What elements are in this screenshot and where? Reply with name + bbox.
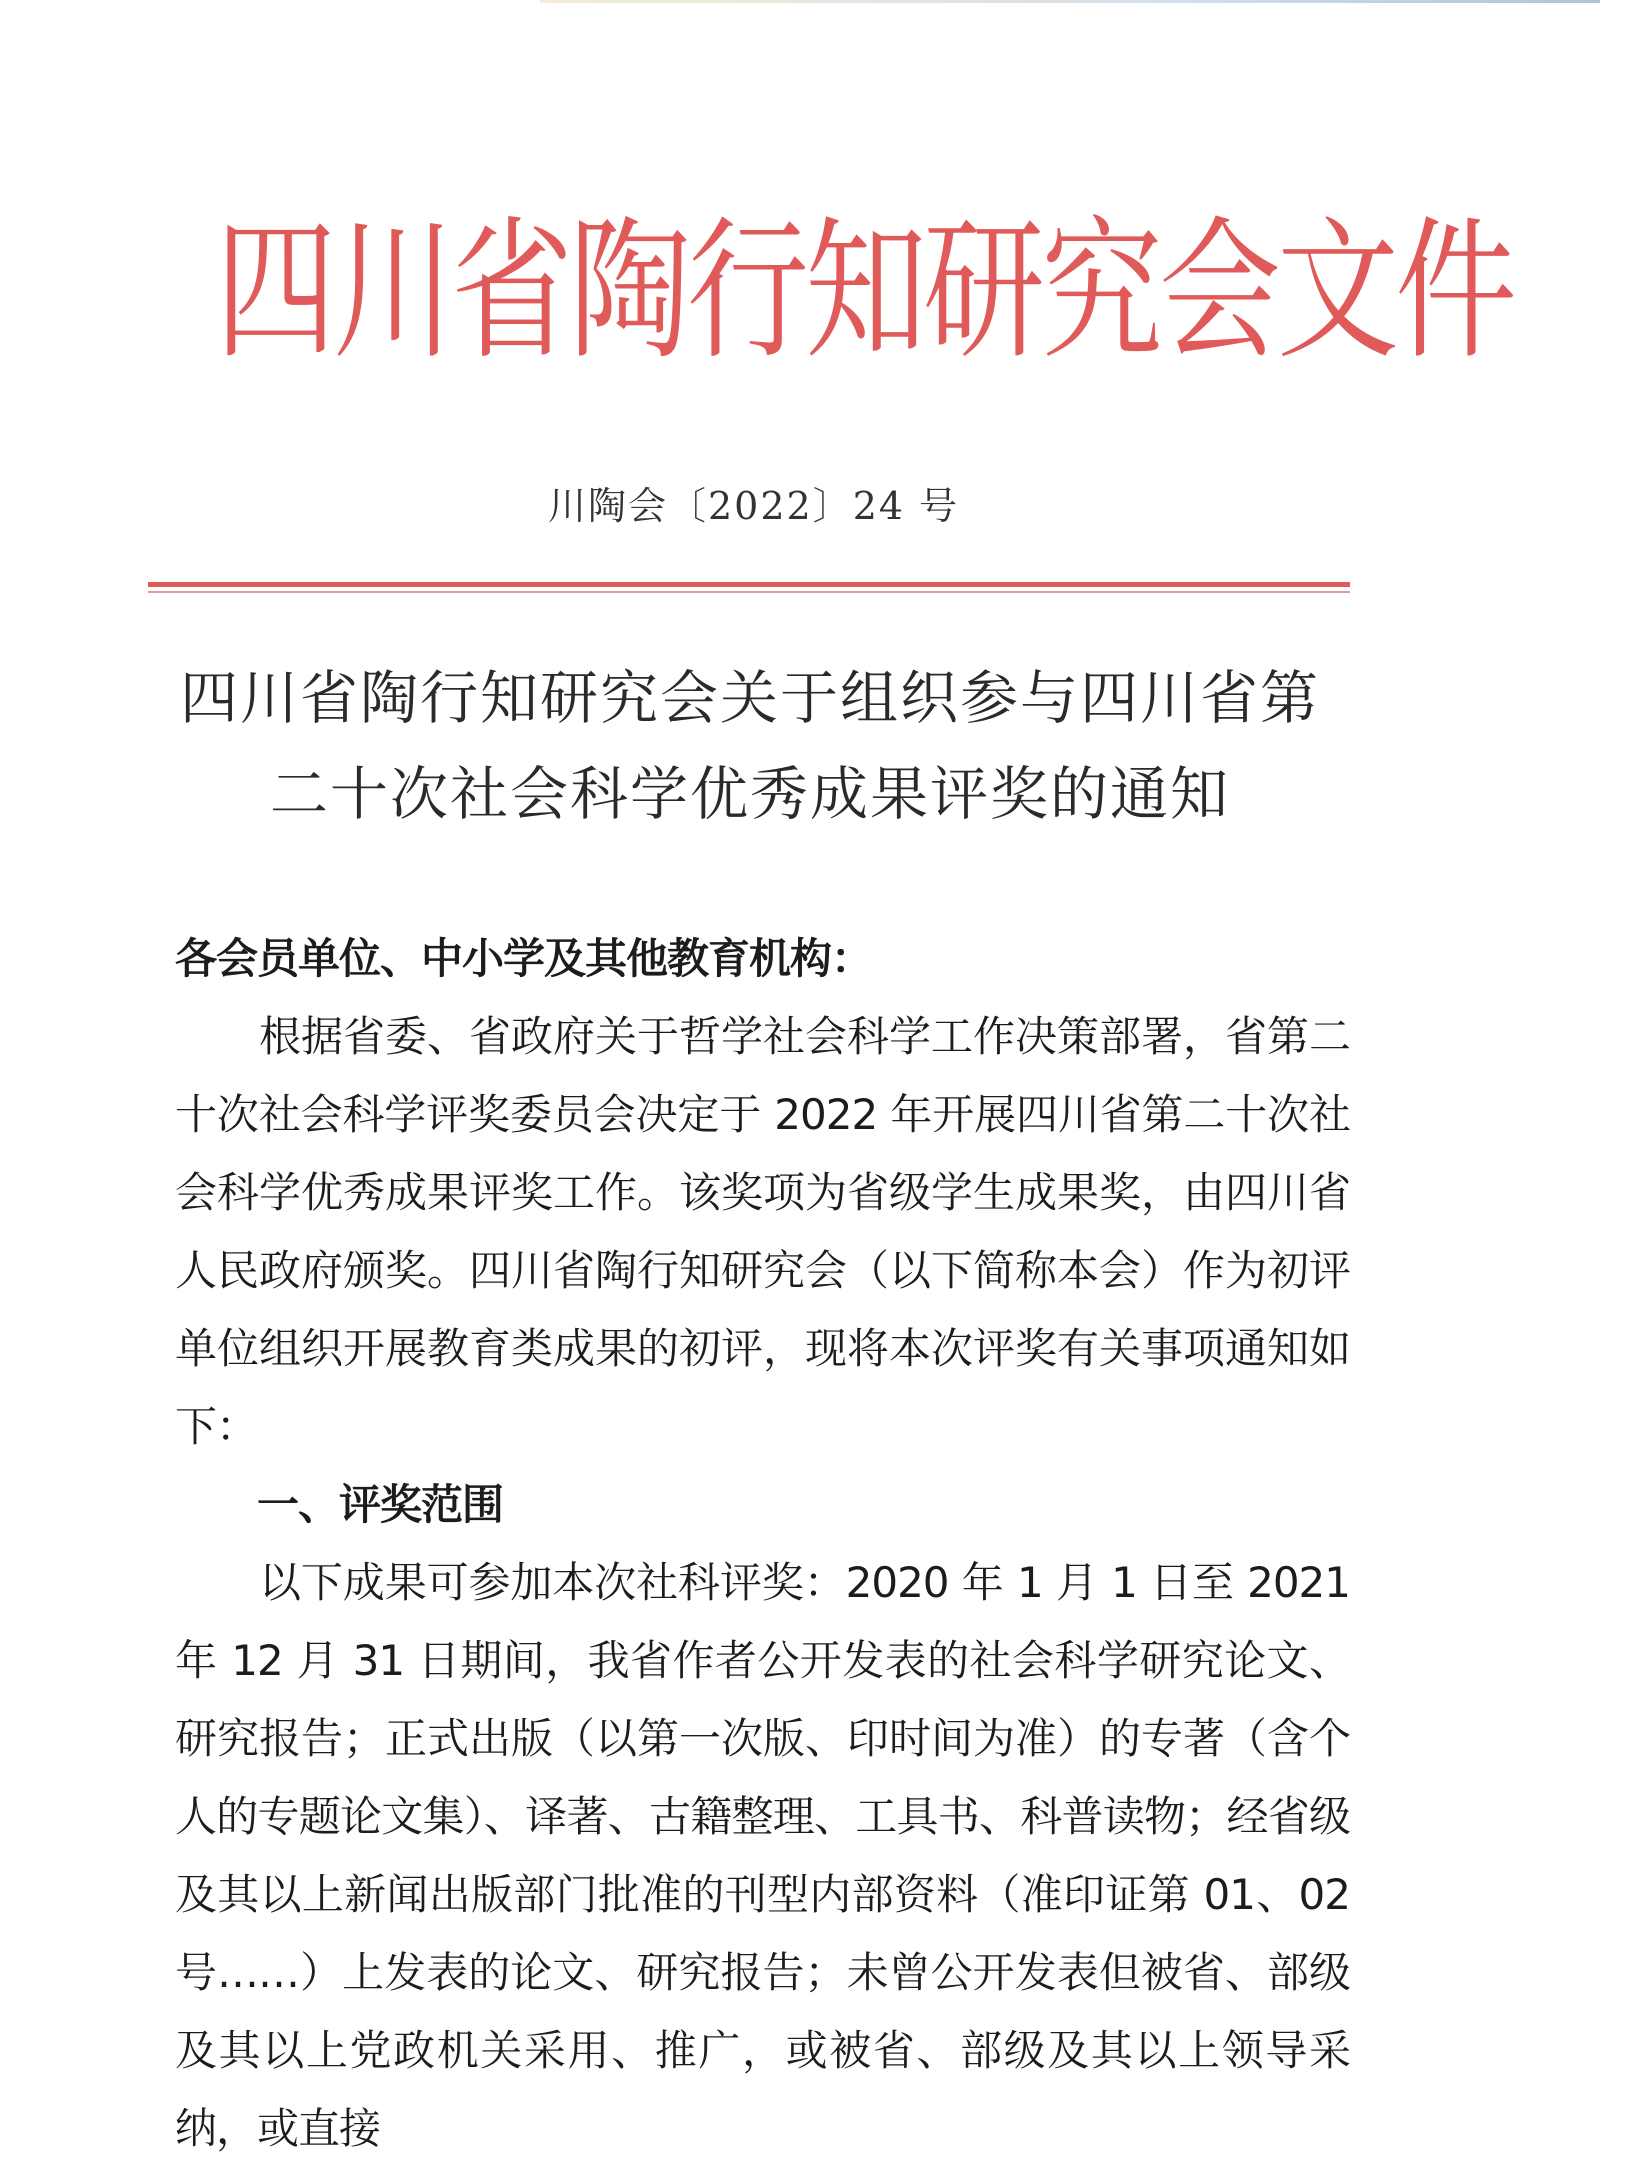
scan-artifact-line (540, 0, 1600, 3)
salutation: 各会员单位、中小学及其他教育机构： (175, 934, 873, 983)
notice-body (175, 920, 1350, 2168)
notice-title-line-2: 二十次社会科学优秀成果评奖的通知 (269, 760, 1230, 828)
section-heading-scope: 一、评奖范围 (257, 1480, 504, 1529)
paragraph-intro: 根据省委、省政府关于哲学社会科学工作决策部署，省第二十次社会科学评奖委员会决定于 2022 年开展四川省第二十次社会科学优秀成果评奖工作。该奖项为省级学生成果奖，由四川省人民政府颁奖。四川省陶行知研究会（以下简称本会）作为初评单位组织开展教育类成果的初评，现将本次评奖有关事项通知如下： (175, 1012, 1350, 1451)
paragraph-scope: 以下成果可参加本次社科评奖：2020 年 1 月 1 日至 2021 年 12 月 31 日期间，我省作者公开发表的社会科学研究论文、研究报告；正式出版（以第一次版、印时间为准）的专著（含个人的专题论文集）、译著、古籍整理、工具书、科普读物；经省级及其以上新闻出版部门批准的刊型内部资料（准印证第 01、02 号……）上发表的论文、研究报告；未曾公开发表但被省、部级及其以上党政机关采用、推广，或被省、部级及其以上领导采纳，或直接 (175, 1558, 1350, 2153)
red-divider-line (148, 582, 1350, 587)
red-divider-line-thin (148, 591, 1350, 593)
notice-title-line-1: 四川省陶行知研究会关于组织参与四川省第 (179, 664, 1320, 732)
document-number: 川陶会〔2022〕24 号 (548, 484, 960, 528)
document-masthead: 四川省陶行知研究会文件 (215, 202, 1513, 380)
notice-title (150, 650, 1350, 842)
